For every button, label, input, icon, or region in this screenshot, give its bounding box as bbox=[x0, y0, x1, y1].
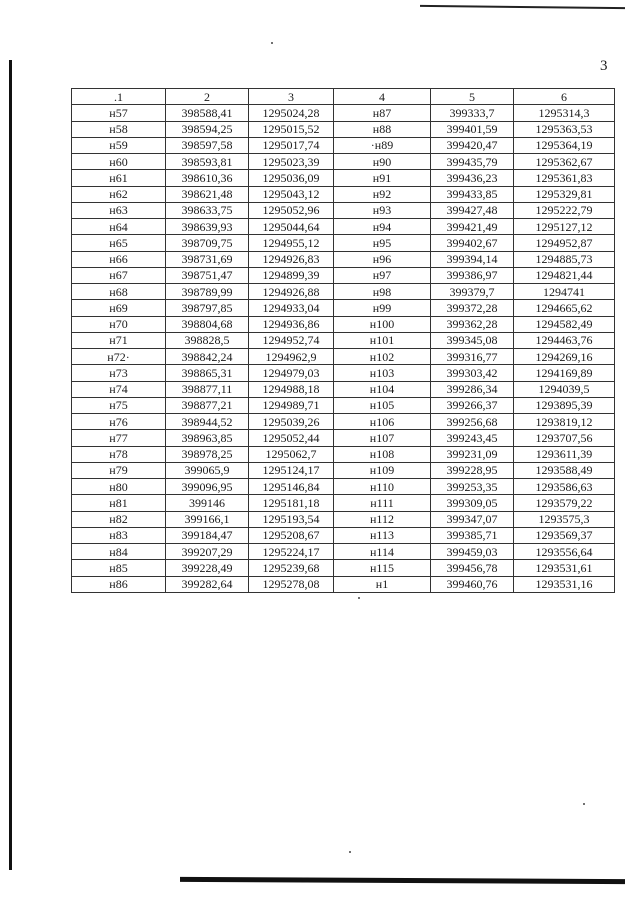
point-id-cell: н58 bbox=[72, 121, 166, 137]
table-row bbox=[72, 316, 615, 332]
scan-border-top bbox=[420, 5, 625, 9]
point-id-cell: н112 bbox=[334, 511, 431, 527]
point-id-cell: н82 bbox=[72, 511, 166, 527]
coordinate-cell: 1295052,44 bbox=[249, 430, 334, 446]
point-id-cell: н70 bbox=[72, 316, 166, 332]
column-header: 6 bbox=[514, 89, 615, 105]
table-row bbox=[72, 560, 615, 576]
point-id-cell: н100 bbox=[334, 316, 431, 332]
coordinate-cell: 398804,68 bbox=[166, 316, 249, 332]
point-id-cell: н104 bbox=[334, 381, 431, 397]
table-row bbox=[72, 300, 615, 316]
coordinate-cell: 1295224,17 bbox=[249, 544, 334, 560]
table-row bbox=[72, 381, 615, 397]
scan-border-bottom bbox=[180, 877, 625, 884]
coordinate-cell: 1295062,7 bbox=[249, 446, 334, 462]
point-id-cell: н78 bbox=[72, 446, 166, 462]
scan-speck bbox=[271, 42, 273, 44]
point-id-cell: н106 bbox=[334, 414, 431, 430]
coordinate-cell: 399166,1 bbox=[166, 511, 249, 527]
point-id-cell: н59 bbox=[72, 137, 166, 153]
coordinate-cell: 1294926,88 bbox=[249, 284, 334, 300]
table-row bbox=[72, 397, 615, 413]
coordinate-cell: 1293531,16 bbox=[514, 576, 615, 592]
point-id-cell: н72· bbox=[72, 349, 166, 365]
coordinate-cell: 1294463,76 bbox=[514, 332, 615, 348]
coordinate-cell: 399316,77 bbox=[431, 349, 514, 365]
coordinate-cell: 399456,78 bbox=[431, 560, 514, 576]
coordinate-cell: 1293588,49 bbox=[514, 462, 615, 478]
coordinate-cell: 398597,58 bbox=[166, 137, 249, 153]
table-row bbox=[72, 511, 615, 527]
scan-speck bbox=[583, 803, 585, 805]
coordinate-cell: 1294169,89 bbox=[514, 365, 615, 381]
coordinate-cell: 1294039,5 bbox=[514, 381, 615, 397]
coordinate-cell: 398797,85 bbox=[166, 300, 249, 316]
scan-speck bbox=[349, 851, 351, 853]
table-row bbox=[72, 332, 615, 348]
point-id-cell: ·н89 bbox=[334, 137, 431, 153]
coordinate-cell: 1295362,67 bbox=[514, 154, 615, 170]
column-header: 2 bbox=[166, 89, 249, 105]
coordinate-cell: 399372,28 bbox=[431, 300, 514, 316]
coordinate-cell: 398789,99 bbox=[166, 284, 249, 300]
coordinate-cell: 398588,41 bbox=[166, 105, 249, 121]
table-row bbox=[72, 495, 615, 511]
coordinate-cell: 398709,75 bbox=[166, 235, 249, 251]
coordinate-cell: 1295222,79 bbox=[514, 202, 615, 218]
table-header-row bbox=[72, 89, 615, 105]
point-id-cell: н83 bbox=[72, 527, 166, 543]
coordinate-cell: 1295036,09 bbox=[249, 170, 334, 186]
coordinate-cell: 1293531,61 bbox=[514, 560, 615, 576]
coordinate-cell: 399286,34 bbox=[431, 381, 514, 397]
coordinate-cell: 399228,49 bbox=[166, 560, 249, 576]
point-id-cell: н88 bbox=[334, 121, 431, 137]
coordinate-cell: 399436,23 bbox=[431, 170, 514, 186]
coordinate-cell: 1294952,87 bbox=[514, 235, 615, 251]
table-row bbox=[72, 349, 615, 365]
coordinate-cell: 399207,29 bbox=[166, 544, 249, 560]
point-id-cell: н74 bbox=[72, 381, 166, 397]
coordinate-cell: 399459,03 bbox=[431, 544, 514, 560]
coordinate-cell: 1294962,9 bbox=[249, 349, 334, 365]
point-id-cell: н91 bbox=[334, 170, 431, 186]
coordinate-cell: 399243,45 bbox=[431, 430, 514, 446]
table-row bbox=[72, 576, 615, 592]
coordinate-cell: 399345,08 bbox=[431, 332, 514, 348]
coordinate-cell: 398621,48 bbox=[166, 186, 249, 202]
coordinate-cell: 399362,28 bbox=[431, 316, 514, 332]
point-id-cell: н69 bbox=[72, 300, 166, 316]
coordinate-cell: 398633,75 bbox=[166, 202, 249, 218]
coordinate-cell: 399427,48 bbox=[431, 202, 514, 218]
coordinate-cell: 399333,7 bbox=[431, 105, 514, 121]
point-id-cell: н108 bbox=[334, 446, 431, 462]
point-id-cell: н75 bbox=[72, 397, 166, 413]
coordinate-cell: 1293707,56 bbox=[514, 430, 615, 446]
coordinate-cell: 1295364,19 bbox=[514, 137, 615, 153]
point-id-cell: н94 bbox=[334, 219, 431, 235]
point-id-cell: н66 bbox=[72, 251, 166, 267]
column-header: 4 bbox=[334, 89, 431, 105]
point-id-cell: н76 bbox=[72, 414, 166, 430]
point-id-cell: н99 bbox=[334, 300, 431, 316]
coordinate-cell: 398593,81 bbox=[166, 154, 249, 170]
coordinate-cell: 1294979,03 bbox=[249, 365, 334, 381]
point-id-cell: н87 bbox=[334, 105, 431, 121]
coordinate-cell: 1295146,84 bbox=[249, 479, 334, 495]
coordinate-cell: 399309,05 bbox=[431, 495, 514, 511]
point-id-cell: н102 bbox=[334, 349, 431, 365]
point-id-cell: н68 bbox=[72, 284, 166, 300]
coordinate-cell: 1293556,64 bbox=[514, 544, 615, 560]
table-row bbox=[72, 235, 615, 251]
coordinate-cell: 399253,35 bbox=[431, 479, 514, 495]
coordinate-cell: 1294926,83 bbox=[249, 251, 334, 267]
point-id-cell: н67 bbox=[72, 267, 166, 283]
table-row bbox=[72, 365, 615, 381]
coordinate-cell: 1293586,63 bbox=[514, 479, 615, 495]
point-id-cell: н62 bbox=[72, 186, 166, 202]
coordinate-cell: 1295314,3 bbox=[514, 105, 615, 121]
coordinate-cell: 1294933,04 bbox=[249, 300, 334, 316]
point-id-cell: н98 bbox=[334, 284, 431, 300]
coordinate-cell: 1294665,62 bbox=[514, 300, 615, 316]
coordinate-cell: 1295278,08 bbox=[249, 576, 334, 592]
table-row bbox=[72, 105, 615, 121]
point-id-cell: н101 bbox=[334, 332, 431, 348]
coordinate-cell: 1295361,83 bbox=[514, 170, 615, 186]
coordinate-cell: 1295015,52 bbox=[249, 121, 334, 137]
coordinate-cell: 1294988,18 bbox=[249, 381, 334, 397]
coordinate-cell: 399228,95 bbox=[431, 462, 514, 478]
coordinate-cell: 399231,09 bbox=[431, 446, 514, 462]
coordinate-cell: 1294269,16 bbox=[514, 349, 615, 365]
coordinate-cell: 1295052,96 bbox=[249, 202, 334, 218]
coordinate-cell: 1293611,39 bbox=[514, 446, 615, 462]
point-id-cell: н85 bbox=[72, 560, 166, 576]
coordinate-cell: 399402,67 bbox=[431, 235, 514, 251]
coordinate-cell: 398594,25 bbox=[166, 121, 249, 137]
point-id-cell: н95 bbox=[334, 235, 431, 251]
coordinate-cell: 398639,93 bbox=[166, 219, 249, 235]
coordinate-cell: 398877,11 bbox=[166, 381, 249, 397]
coordinate-cell: 1293569,37 bbox=[514, 527, 615, 543]
point-id-cell: н80 bbox=[72, 479, 166, 495]
point-id-cell: н103 bbox=[334, 365, 431, 381]
point-id-cell: н92 bbox=[334, 186, 431, 202]
point-id-cell: н109 bbox=[334, 462, 431, 478]
point-id-cell: н57 bbox=[72, 105, 166, 121]
coordinate-cell: 1295039,26 bbox=[249, 414, 334, 430]
coordinate-cell: 1293575,3 bbox=[514, 511, 615, 527]
coordinate-cell: 399146 bbox=[166, 495, 249, 511]
point-id-cell: н86 bbox=[72, 576, 166, 592]
table-row bbox=[72, 137, 615, 153]
point-id-cell: н113 bbox=[334, 527, 431, 543]
coordinate-cell: 399184,47 bbox=[166, 527, 249, 543]
coordinate-cell: 398963,85 bbox=[166, 430, 249, 446]
point-id-cell: н63 bbox=[72, 202, 166, 218]
coordinate-cell: 1295208,67 bbox=[249, 527, 334, 543]
coordinate-cell: 1294952,74 bbox=[249, 332, 334, 348]
scan-border-left bbox=[9, 60, 12, 870]
point-id-cell: н79 bbox=[72, 462, 166, 478]
point-id-cell: н110 bbox=[334, 479, 431, 495]
point-id-cell: н65 bbox=[72, 235, 166, 251]
coordinate-cell: 1293895,39 bbox=[514, 397, 615, 413]
coordinate-cell: 399065,9 bbox=[166, 462, 249, 478]
point-id-cell: н81 bbox=[72, 495, 166, 511]
table-row bbox=[72, 414, 615, 430]
point-id-cell: н60 bbox=[72, 154, 166, 170]
page-number: 3 bbox=[600, 58, 608, 74]
point-id-cell: н84 bbox=[72, 544, 166, 560]
table-row bbox=[72, 430, 615, 446]
coordinate-cell: 1295127,12 bbox=[514, 219, 615, 235]
coordinate-cell: 1294821,44 bbox=[514, 267, 615, 283]
point-id-cell: н105 bbox=[334, 397, 431, 413]
coordinate-cell: 398877,21 bbox=[166, 397, 249, 413]
coordinate-cell: 399435,79 bbox=[431, 154, 514, 170]
point-id-cell: н114 bbox=[334, 544, 431, 560]
coordinate-cell: 399386,97 bbox=[431, 267, 514, 283]
coordinate-cell: 1295363,53 bbox=[514, 121, 615, 137]
point-id-cell: н111 bbox=[334, 495, 431, 511]
column-header: 3 bbox=[249, 89, 334, 105]
coordinate-cell: 399460,76 bbox=[431, 576, 514, 592]
point-id-cell: н71 bbox=[72, 332, 166, 348]
point-id-cell: н64 bbox=[72, 219, 166, 235]
table-row bbox=[72, 154, 615, 170]
coordinate-cell: 398610,36 bbox=[166, 170, 249, 186]
coordinate-cell: 1295044,64 bbox=[249, 219, 334, 235]
coordinate-cell: 1295023,39 bbox=[249, 154, 334, 170]
column-header: 5 bbox=[431, 89, 514, 105]
point-id-cell: н93 bbox=[334, 202, 431, 218]
coordinate-cell: 1294936,86 bbox=[249, 316, 334, 332]
coordinate-cell: 1294989,71 bbox=[249, 397, 334, 413]
table-row bbox=[72, 446, 615, 462]
coordinate-cell: 1295193,54 bbox=[249, 511, 334, 527]
coordinate-cell: 398751,47 bbox=[166, 267, 249, 283]
table-row bbox=[72, 527, 615, 543]
coordinate-cell: 1295239,68 bbox=[249, 560, 334, 576]
coordinate-cell: 1294955,12 bbox=[249, 235, 334, 251]
coordinate-cell: 1295043,12 bbox=[249, 186, 334, 202]
table-row bbox=[72, 267, 615, 283]
coordinate-cell: 399096,95 bbox=[166, 479, 249, 495]
point-id-cell: н73 bbox=[72, 365, 166, 381]
coordinate-cell: 399256,68 bbox=[431, 414, 514, 430]
coordinate-cell: 1295124,17 bbox=[249, 462, 334, 478]
table-row bbox=[72, 202, 615, 218]
table-row bbox=[72, 479, 615, 495]
coordinate-cell: 399421,49 bbox=[431, 219, 514, 235]
point-id-cell: н107 bbox=[334, 430, 431, 446]
coordinate-cell: 398865,31 bbox=[166, 365, 249, 381]
point-id-cell: н115 bbox=[334, 560, 431, 576]
coordinates-table bbox=[71, 88, 615, 593]
point-id-cell: н1 bbox=[334, 576, 431, 592]
coordinate-cell: 398978,25 bbox=[166, 446, 249, 462]
coordinate-cell: 1295181,18 bbox=[249, 495, 334, 511]
coordinate-cell: 399401,59 bbox=[431, 121, 514, 137]
coordinate-cell: 1295024,28 bbox=[249, 105, 334, 121]
coordinate-cell: 1294741 bbox=[514, 284, 615, 300]
coordinate-cell: 1295017,74 bbox=[249, 137, 334, 153]
coordinate-cell: 399433,85 bbox=[431, 186, 514, 202]
coordinate-cell: 1293579,22 bbox=[514, 495, 615, 511]
coordinate-cell: 398731,69 bbox=[166, 251, 249, 267]
table-row bbox=[72, 284, 615, 300]
coordinate-cell: 399266,37 bbox=[431, 397, 514, 413]
scan-speck bbox=[358, 597, 360, 599]
coordinate-cell: 399347,07 bbox=[431, 511, 514, 527]
coordinate-cell: 1295329,81 bbox=[514, 186, 615, 202]
table-row bbox=[72, 170, 615, 186]
coordinate-cell: 399385,71 bbox=[431, 527, 514, 543]
coordinate-cell: 399420,47 bbox=[431, 137, 514, 153]
coordinate-cell: 399303,42 bbox=[431, 365, 514, 381]
coordinate-cell: 1294885,73 bbox=[514, 251, 615, 267]
coordinate-cell: 399379,7 bbox=[431, 284, 514, 300]
coordinate-cell: 398828,5 bbox=[166, 332, 249, 348]
coordinate-cell: 398944,52 bbox=[166, 414, 249, 430]
point-id-cell: н97 bbox=[334, 267, 431, 283]
table-row bbox=[72, 186, 615, 202]
column-header: .1 bbox=[72, 89, 166, 105]
table-row bbox=[72, 544, 615, 560]
coordinate-cell: 1294899,39 bbox=[249, 267, 334, 283]
coordinate-cell: 399282,64 bbox=[166, 576, 249, 592]
table-row bbox=[72, 121, 615, 137]
table-row bbox=[72, 462, 615, 478]
table-row bbox=[72, 251, 615, 267]
point-id-cell: н90 bbox=[334, 154, 431, 170]
coordinate-cell: 1293819,12 bbox=[514, 414, 615, 430]
point-id-cell: н61 bbox=[72, 170, 166, 186]
point-id-cell: н77 bbox=[72, 430, 166, 446]
coordinate-cell: 398842,24 bbox=[166, 349, 249, 365]
point-id-cell: н96 bbox=[334, 251, 431, 267]
coordinate-cell: 1294582,49 bbox=[514, 316, 615, 332]
coordinate-cell: 399394,14 bbox=[431, 251, 514, 267]
table-row bbox=[72, 219, 615, 235]
